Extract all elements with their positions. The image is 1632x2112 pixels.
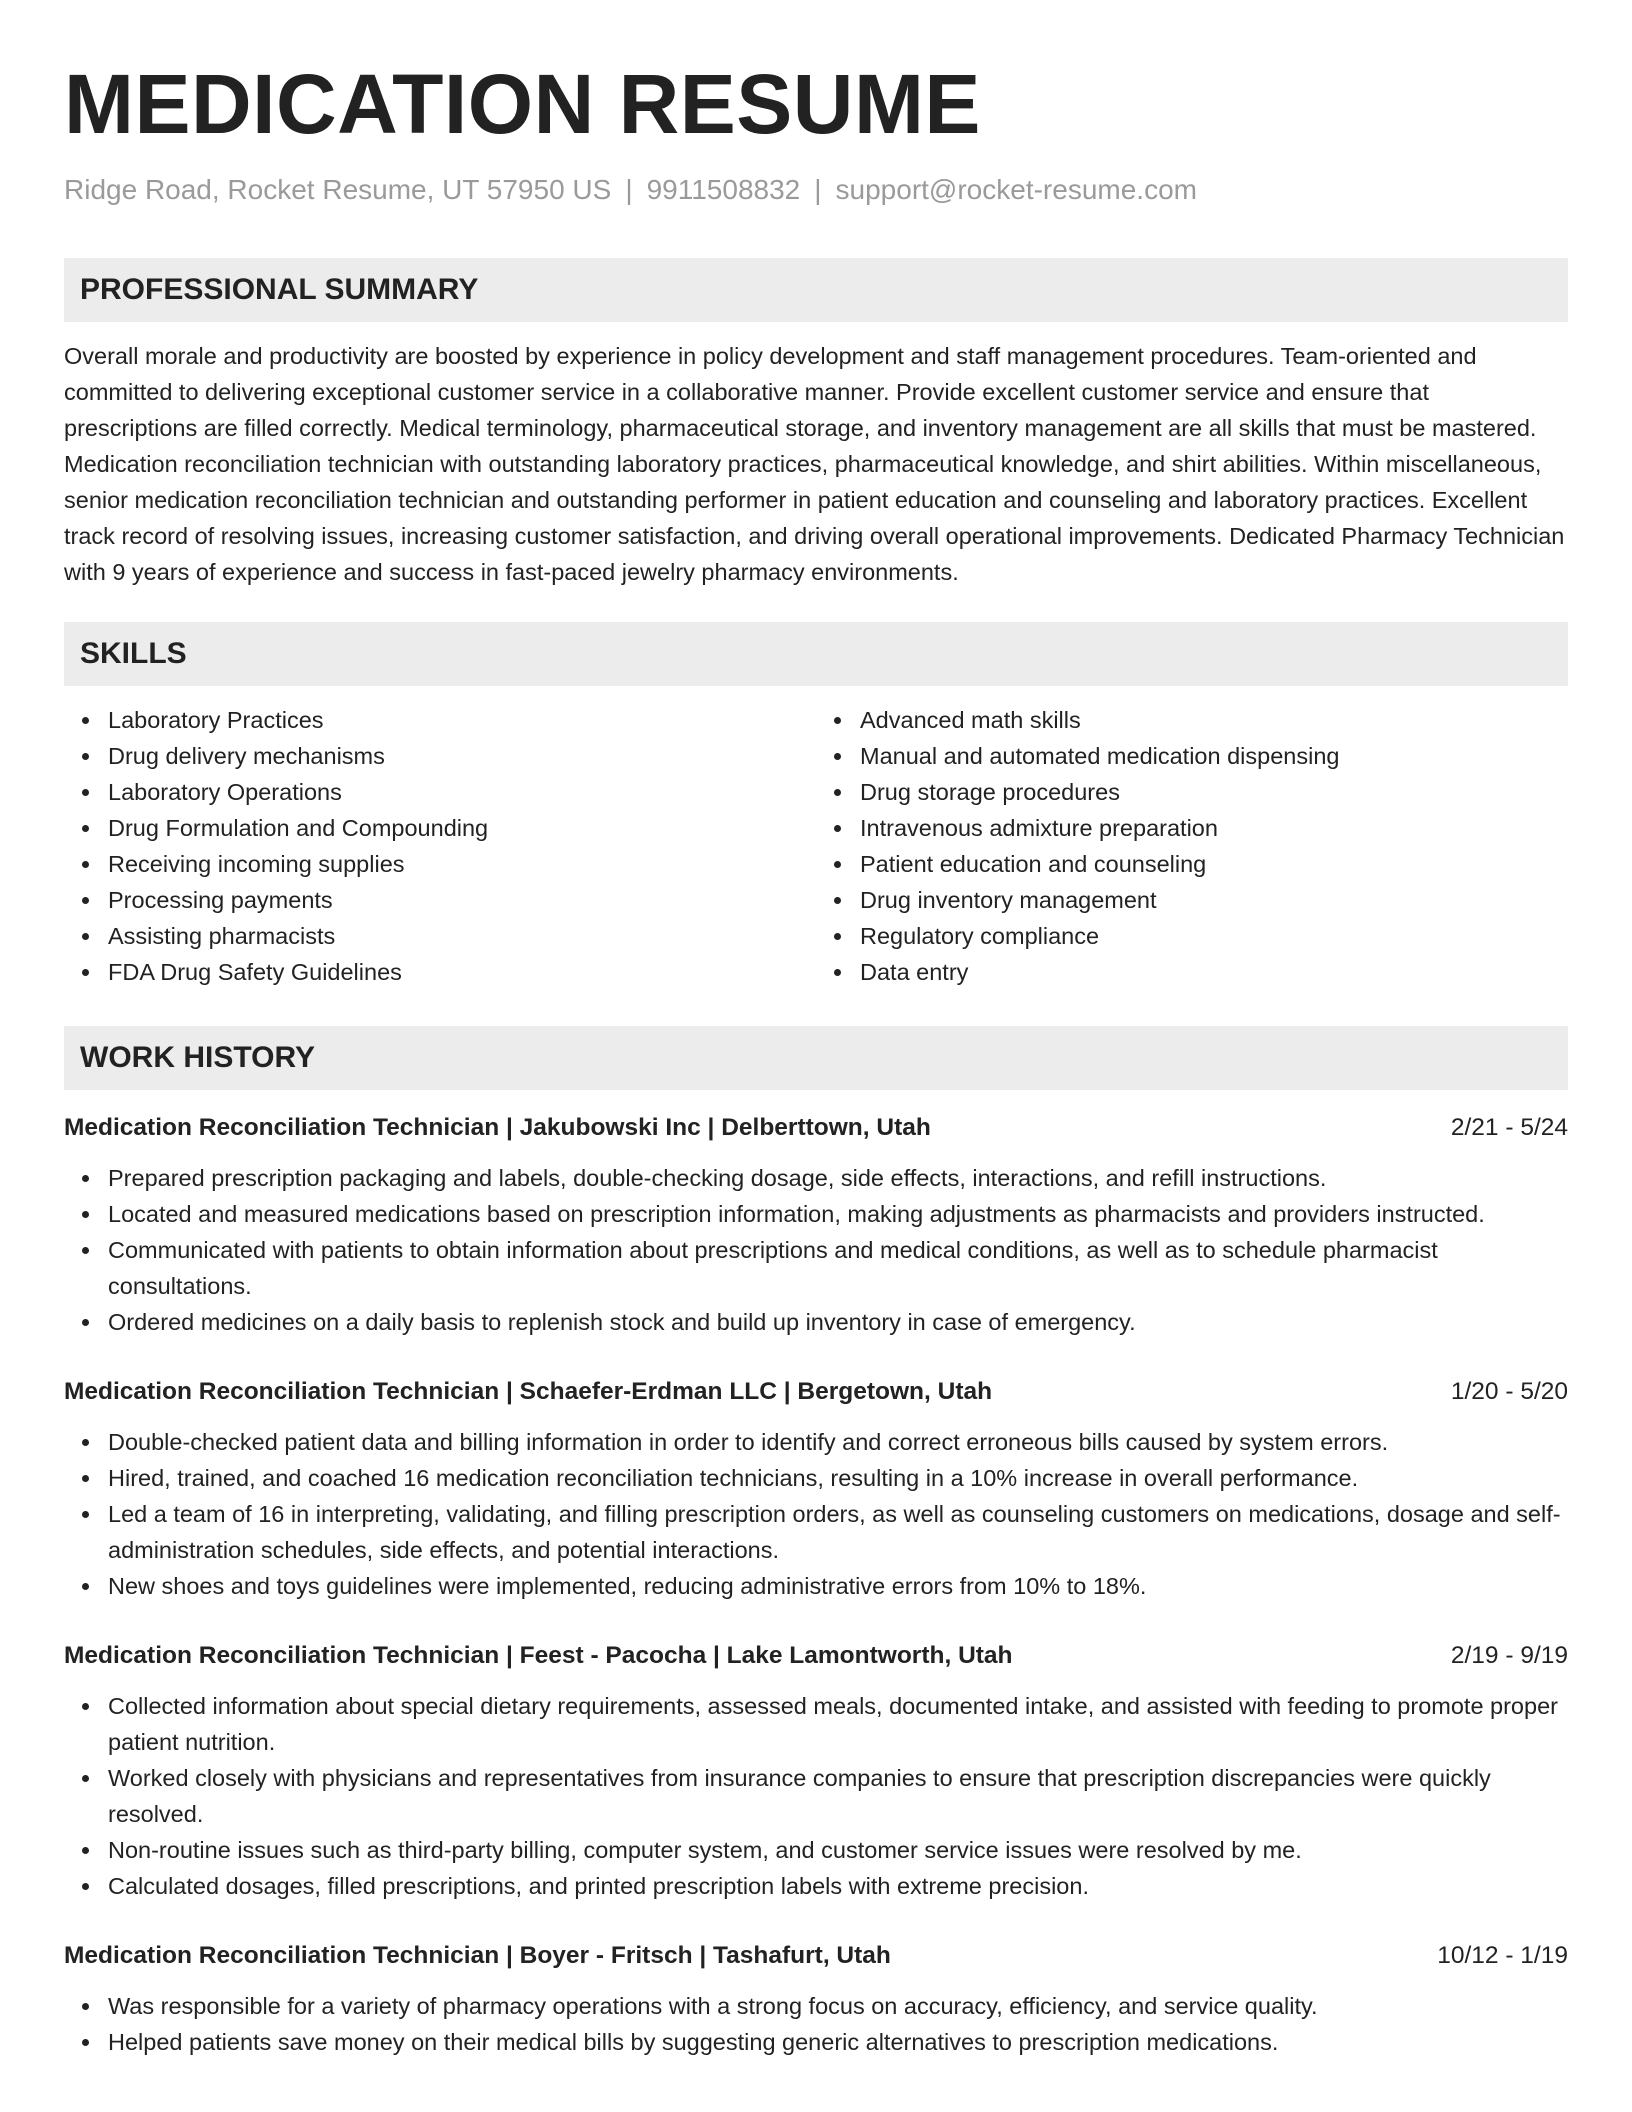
job-bullet: Calculated dosages, filled prescriptions, and printed prescription labels with extreme precision. (108, 1868, 1568, 1904)
skill-item: Receiving incoming supplies (108, 846, 816, 882)
skills-heading: SKILLS (64, 622, 1568, 686)
job-entry (64, 1938, 1568, 2060)
skill-item: FDA Drug Safety Guidelines (108, 954, 816, 990)
skill-item: Drug inventory management (860, 882, 1568, 918)
job-bullet: Ordered medicines on a daily basis to replenish stock and build up inventory in case of emergency. (108, 1304, 1568, 1340)
summary-text: Overall morale and productivity are boosted by experience in policy development and staff management procedures. Team-oriented and committed to delivering exceptional customer service in a collaborative manner. Provide excellent customer service and ensure that prescriptions are filled correctly. Medical terminology, pharmaceutical storage, and inventory management are all skills that must be mastered. Medication reconciliation technician with outstanding laboratory practices, pharmaceutical knowledge, and shirt abilities. Within miscellaneous, senior medication reconciliation technician and outstanding performer in patient education and counseling and laboratory practices. Excellent track record of resolving issues, increasing customer satisfaction, and driving overall operational improvements. Dedicated Pharmacy Technician with 9 years of experience and success in fast-paced jewelry pharmacy environments. (64, 343, 1565, 585)
job-dates: 10/12 - 1/19 (1437, 1942, 1568, 1969)
job-entry (64, 1638, 1568, 1904)
skill-item: Regulatory compliance (860, 918, 1568, 954)
job-bullet: New shoes and toys guidelines were implemented, reducing administrative errors from 10% to 18%. (108, 1568, 1568, 1604)
skill-item: Manual and automated medication dispensing (860, 738, 1568, 774)
job-bullet: Non-routine issues such as third-party billing, computer system, and customer service issues were resolved by me. (108, 1832, 1568, 1868)
job-bullet: Helped patients save money on their medical bills by suggesting generic alternatives to prescription medications. (108, 2024, 1568, 2060)
skill-item: Processing payments (108, 882, 816, 918)
job-bullet: Double-checked patient data and billing information in order to identify and correct erroneous bills caused by system errors. (108, 1424, 1568, 1460)
job-bullet: Collected information about special dietary requirements, assessed meals, documented intake, and assisted with feeding to promote proper patient nutrition. (108, 1688, 1568, 1760)
skills-column-left (64, 702, 816, 990)
job-bullet: Located and measured medications based on prescription information, making adjustments as pharmacists and providers instructed. (108, 1196, 1568, 1232)
job-title: Medication Reconciliation Technician | Boyer - Fritsch | Tashafurt, Utah (64, 1942, 891, 1969)
job-bullet: Worked closely with physicians and representatives from insurance companies to ensure that prescription discrepancies were quickly resolved. (108, 1760, 1568, 1832)
skills-column-right (816, 702, 1568, 990)
skill-item: Patient education and counseling (860, 846, 1568, 882)
skill-item: Intravenous admixture preparation (860, 810, 1568, 846)
job-bullet: Led a team of 16 in interpreting, validating, and filling prescription orders, as well as counseling customers on medications, dosage and self-administration schedules, side effects, and potential interactions. (108, 1496, 1568, 1568)
job-bullets (64, 1688, 1568, 1904)
job-bullet: Communicated with patients to obtain information about prescriptions and medical conditions, as well as to schedule pharmacist consultations. (108, 1232, 1568, 1304)
phone: 9911508832 (646, 174, 801, 205)
job-dates: 2/21 - 5/24 (1450, 1114, 1568, 1141)
job-header (64, 1374, 1568, 1410)
skill-item: Drug delivery mechanisms (108, 738, 816, 774)
job-title: Medication Reconciliation Technician | Jakubowski Inc | Delberttown, Utah (64, 1114, 931, 1141)
job-dates: 1/20 - 5/20 (1450, 1378, 1568, 1405)
work-history-heading: WORK HISTORY (64, 1026, 1568, 1090)
job-bullet: Hired, trained, and coached 16 medication reconciliation technicians, resulting in a 10% increase in overall performance. (108, 1460, 1568, 1496)
skill-item: Drug storage procedures (860, 774, 1568, 810)
skill-item: Assisting pharmacists (108, 918, 816, 954)
job-header (64, 1110, 1568, 1146)
job-header (64, 1938, 1568, 1974)
skill-item: Laboratory Practices (108, 702, 816, 738)
job-entry (64, 1110, 1568, 1340)
address: Ridge Road, Rocket Resume, UT 57950 US (64, 174, 612, 205)
contact-line (64, 172, 1568, 208)
skill-item: Data entry (860, 954, 1568, 990)
contact-separator: | (814, 174, 822, 205)
skills-grid (64, 702, 1568, 990)
job-bullets (64, 1988, 1568, 2060)
job-title: Medication Reconciliation Technician | Schaefer-Erdman LLC | Bergetown, Utah (64, 1378, 993, 1405)
resume-title: MEDICATION RESUME (64, 57, 981, 151)
job-title: Medication Reconciliation Technician | Feest - Pacocha | Lake Lamontworth, Utah (64, 1642, 1013, 1669)
job-bullets (64, 1424, 1568, 1604)
skill-item: Drug Formulation and Compounding (108, 810, 816, 846)
job-bullet: Prepared prescription packaging and labels, double-checking dosage, side effects, interactions, and refill instructions. (108, 1160, 1568, 1196)
skill-item: Advanced math skills (860, 702, 1568, 738)
job-bullet: Was responsible for a variety of pharmacy operations with a strong focus on accuracy, efficiency, and service quality. (108, 1988, 1568, 2024)
skill-item: Laboratory Operations (108, 774, 816, 810)
email: support@rocket-resume.com (835, 174, 1197, 205)
job-header (64, 1638, 1568, 1674)
job-bullets (64, 1160, 1568, 1340)
job-dates: 2/19 - 9/19 (1450, 1642, 1568, 1669)
contact-separator: | (625, 174, 633, 205)
job-entry (64, 1374, 1568, 1604)
summary-heading: PROFESSIONAL SUMMARY (64, 258, 1568, 322)
